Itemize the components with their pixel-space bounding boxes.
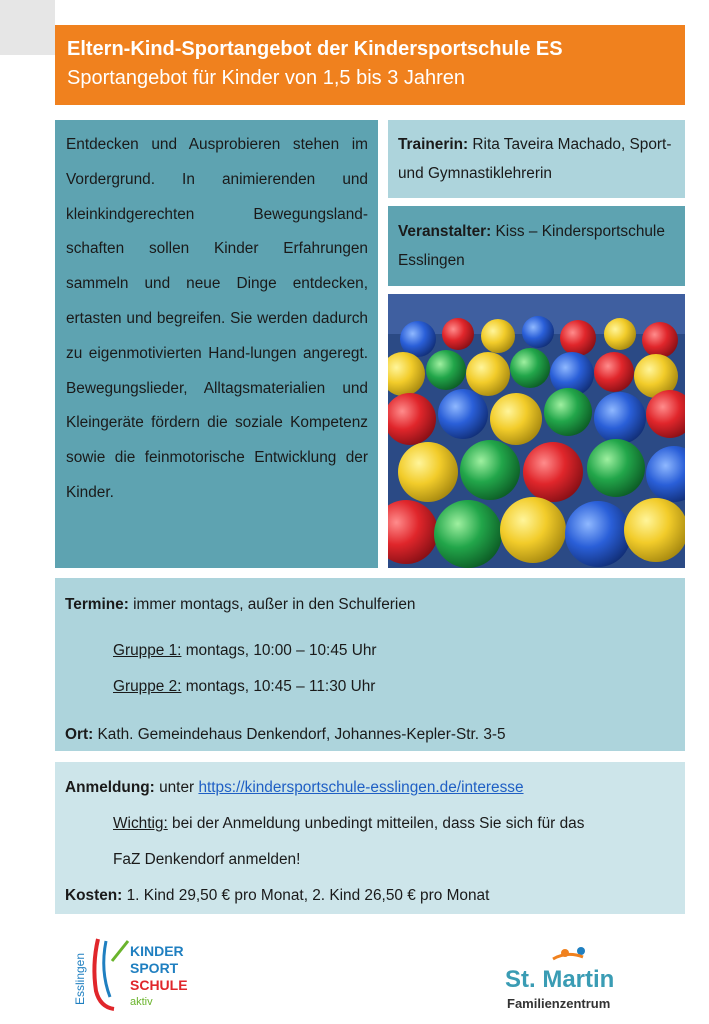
schedule-box — [55, 578, 685, 751]
registration-label: Anmeldung: — [65, 779, 155, 796]
kiss-logo-side-text: Esslingen — [73, 952, 87, 1005]
note-text-2: FaZ Denkendorf anmelden! — [113, 851, 301, 868]
kiss-logo-mark — [70, 935, 210, 1015]
schedule-value: immer montags, außer in den Schulferien — [133, 596, 416, 613]
page-title: Eltern-Kind-Sportangebot der Kindersportschule ES — [67, 38, 563, 60]
organizer-label: Veranstalter: — [398, 223, 492, 240]
st-martin-logo — [505, 945, 645, 1015]
trainer-label: Trainerin: — [398, 136, 469, 153]
st-martin-sub: Familienzentrum — [507, 996, 611, 1011]
registration-link[interactable]: https://kindersportschule-esslingen.de/interesse — [198, 779, 524, 796]
page-corner — [0, 0, 55, 55]
header-banner — [55, 25, 685, 105]
kiss-logo-line-3: SCHULE — [130, 977, 188, 993]
note-text-1: bei der Anmeldung unbedingt mitteilen, dass Sie sich für das — [172, 815, 585, 832]
group-2-line — [113, 678, 375, 696]
trainer-value: Rita Taveira Machado, Sport- und Gymnastiklehrerin — [398, 136, 672, 182]
note-line-1 — [113, 815, 584, 833]
page-subtitle: Sportangebot für Kinder von 1,5 bis 3 Jahren — [67, 67, 466, 89]
organizer-value: Kiss – Kindersportschule Esslingen — [398, 223, 665, 269]
cost-label: Kosten: — [65, 887, 123, 904]
description-box — [55, 120, 378, 568]
kiss-logo — [70, 935, 210, 1015]
organizer-box — [388, 206, 685, 286]
group-2-time: montags, 10:45 – 11:30 Uhr — [185, 678, 376, 695]
st-martin-logo-mark — [505, 945, 645, 1015]
group-1-line — [113, 642, 377, 660]
ball-pit-photo — [388, 294, 685, 568]
ball-pit-illustration — [388, 294, 685, 568]
group-1-name: Gruppe 1: — [113, 642, 182, 659]
cost-line — [65, 887, 489, 905]
location-line — [65, 726, 506, 744]
registration-prefix: unter — [159, 779, 195, 796]
location-value: Kath. Gemeindehaus Denkendorf, Johannes-Kepler-Str. 3-5 — [97, 726, 506, 743]
st-martin-name: St. Martin — [505, 966, 615, 993]
registration-box — [55, 762, 685, 914]
kiss-logo-line-4: aktiv — [130, 996, 153, 1008]
trainer-box — [388, 120, 685, 198]
kiss-logo-line-2: SPORT — [130, 960, 179, 976]
cost-value: 1. Kind 29,50 € pro Monat, 2. Kind 26,50 € pro Monat — [126, 887, 490, 904]
schedule-line — [65, 596, 415, 614]
schedule-label: Termine: — [65, 596, 129, 613]
group-2-name: Gruppe 2: — [113, 678, 182, 695]
description-text: Entdecken und Ausprobieren stehen im Vordergrund. In animierenden und kleinkindgerechten Bewegungsland-schaften sollen Kinder Erfahrungen sammeln und neue Dinge entdecken, ertasten und begreifen. Sie werden dadurch zu eigenmotivierten Hand-lungen angeregt. Bewegungslieder, Alltagsmaterialien und Kleingeräte fördern die soziale Kompetenz sowie die feinmotorische Entwicklung der Kinder. — [66, 136, 368, 501]
group-1-time: montags, 10:00 – 10:45 Uhr — [185, 642, 377, 659]
registration-line — [65, 779, 524, 797]
note-label: Wichtig: — [113, 815, 168, 832]
location-label: Ort: — [65, 726, 94, 743]
kiss-logo-line-1: KINDER — [130, 943, 184, 959]
note-line-2 — [113, 851, 300, 869]
